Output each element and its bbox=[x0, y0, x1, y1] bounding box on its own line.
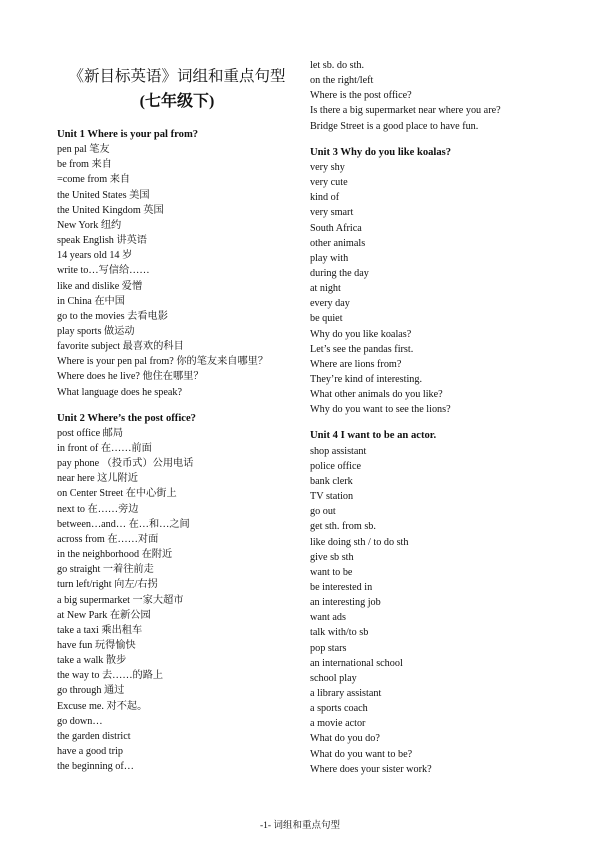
vocab-line: a movie actor bbox=[310, 718, 366, 730]
document-subtitle: (七年级下) bbox=[139, 93, 215, 110]
vocab-line: want to be bbox=[310, 566, 353, 578]
vocab-line: on Center Street 在中心街上 bbox=[57, 488, 177, 500]
vocab-line: a big supermarket 一家大超市 bbox=[57, 594, 184, 606]
vocab-line: other animals bbox=[310, 237, 366, 249]
vocab-line: Let’s see the pandas first. bbox=[310, 343, 414, 355]
vocab-line: the United States 美国 bbox=[57, 189, 150, 201]
vocab-line: take a taxi 乘出租车 bbox=[57, 624, 143, 636]
vocab-line: Why do you like koalas? bbox=[310, 328, 412, 340]
vocab-line: very cute bbox=[310, 177, 348, 189]
vocab-line: the United Kingdom 英国 bbox=[57, 204, 164, 216]
vocab-line: get sth. from sb. bbox=[310, 521, 376, 533]
vocab-line: Why do you want to see the lions? bbox=[310, 404, 451, 416]
vocab-line: play sports 做运动 bbox=[57, 325, 135, 337]
vocab-line: between…and… 在…和…之间 bbox=[57, 518, 190, 530]
vocab-line: Where are lions from? bbox=[310, 358, 402, 370]
vocab-line: an international school bbox=[310, 657, 403, 669]
vocab-line: turn left/right 向左/右拐 bbox=[57, 579, 158, 591]
vocab-line: What do you do? bbox=[310, 733, 380, 745]
vocab-line: They’re kind of interesting. bbox=[310, 374, 423, 385]
vocab-line: have a good trip bbox=[57, 746, 123, 757]
vocab-line: the beginning of… bbox=[57, 761, 134, 773]
vocab-line: Where is your pen pal from? 你的笔友来自哪里？ bbox=[57, 356, 269, 368]
unit-heading: Unit 1 Where is your pal from? bbox=[57, 129, 199, 140]
unit-heading: Unit 4 I want to be an actor. bbox=[310, 430, 437, 442]
vocab-line: Is there a big supermarket near where you are? bbox=[310, 105, 501, 117]
vocab-line: What do you want to be? bbox=[310, 748, 413, 760]
vocab-line: talk with/to sb bbox=[310, 627, 369, 639]
vocab-line: pay phone （投币式）公用电话 bbox=[57, 458, 194, 470]
vocab-line: very smart bbox=[310, 207, 354, 219]
document-title: 《新目标英语》词组和重点句型 bbox=[68, 68, 286, 85]
vocab-line: a sports coach bbox=[310, 703, 368, 715]
vocab-line: go out bbox=[310, 506, 336, 518]
vocab-line: favorite subject 最喜欢的科目 bbox=[57, 341, 184, 353]
page-footer: -1- 词组和重点句型 bbox=[260, 821, 340, 831]
vocab-line: go to the movies 去看电影 bbox=[57, 310, 168, 322]
vocab-line: 14 years old 14 岁 bbox=[57, 250, 133, 262]
vocab-line: Where does your sister work? bbox=[310, 763, 432, 775]
vocab-line: =come from 来自 bbox=[57, 174, 131, 186]
vocab-line: let sb. do sth. bbox=[310, 60, 365, 71]
vocab-line: across from 在……对面 bbox=[57, 533, 159, 545]
vocab-line: an interesting job bbox=[310, 597, 381, 609]
vocab-line: want ads bbox=[310, 612, 346, 624]
vocab-line: at New Park 在新公园 bbox=[57, 609, 151, 621]
vocab-line: TV station bbox=[310, 491, 354, 503]
vocab-line: give sb sth bbox=[310, 551, 354, 563]
vocab-line: Where is the post office? bbox=[310, 90, 412, 102]
vocab-line: a library assistant bbox=[310, 688, 382, 699]
vocab-line: like doing sth / to do sth bbox=[310, 536, 409, 548]
vocab-line: on the right/left bbox=[310, 75, 374, 87]
vocab-line: have fun 玩得愉快 bbox=[57, 639, 136, 651]
vocab-line: like and dislike 爱憎 bbox=[57, 280, 143, 292]
vocab-line: shop assistant bbox=[310, 445, 367, 457]
vocab-line: be from 来自 bbox=[57, 159, 112, 171]
vocab-line: bank clerk bbox=[310, 475, 353, 487]
vocab-line: in front of 在……前面 bbox=[57, 443, 152, 454]
vocab-line: South Africa bbox=[310, 222, 362, 234]
vocab-line: What language does he speak? bbox=[57, 386, 183, 398]
vocab-line: go straight 一着往前走 bbox=[57, 564, 154, 576]
vocab-line: write to…写信给…… bbox=[57, 265, 150, 277]
vocab-line: post office 邮局 bbox=[57, 427, 124, 439]
vocab-line: be interested in bbox=[310, 581, 373, 593]
vocab-line: Bridge Street is a good place to have fun. bbox=[310, 120, 479, 132]
vocab-line: school play bbox=[310, 672, 357, 684]
vocab-line: the way to 去……的路上 bbox=[57, 670, 164, 682]
unit-heading: Unit 3 Why do you like koalas? bbox=[310, 146, 452, 158]
vocab-line: kind of bbox=[310, 192, 340, 204]
vocab-line: be quiet bbox=[310, 313, 343, 325]
vocab-line: in China 在中国 bbox=[57, 295, 125, 307]
vocab-line: Where does he live? 他住在哪里？ bbox=[57, 371, 204, 383]
vocab-line: every day bbox=[310, 298, 350, 310]
vocab-line: speak English 讲英语 bbox=[57, 235, 147, 247]
vocab-line: play with bbox=[310, 252, 349, 264]
vocab-line: near here 这儿附近 bbox=[57, 473, 138, 485]
vocab-line: very shy bbox=[310, 161, 345, 173]
unit-heading: Unit 2 Where’s the post office? bbox=[57, 412, 196, 424]
vocab-line: next to 在……旁边 bbox=[57, 503, 139, 515]
vocab-line: at night bbox=[310, 283, 341, 295]
vocab-line: in the neighborhood 在附近 bbox=[57, 549, 173, 561]
vocab-line: go through 通过 bbox=[57, 685, 125, 697]
vocab-line: What other animals do you like? bbox=[310, 389, 443, 401]
vocab-line: go down… bbox=[57, 715, 103, 727]
vocab-line: New York 纽约 bbox=[57, 219, 122, 231]
vocab-line: pen pal 笔友 bbox=[57, 144, 110, 156]
vocab-line: police office bbox=[310, 460, 362, 472]
vocab-line: during the day bbox=[310, 267, 369, 279]
vocab-line: take a walk 散步 bbox=[57, 655, 127, 667]
vocab-line: the garden district bbox=[57, 730, 131, 742]
vocab-line: Excuse me. 对不起。 bbox=[57, 700, 148, 712]
vocab-line: pop stars bbox=[310, 642, 347, 654]
